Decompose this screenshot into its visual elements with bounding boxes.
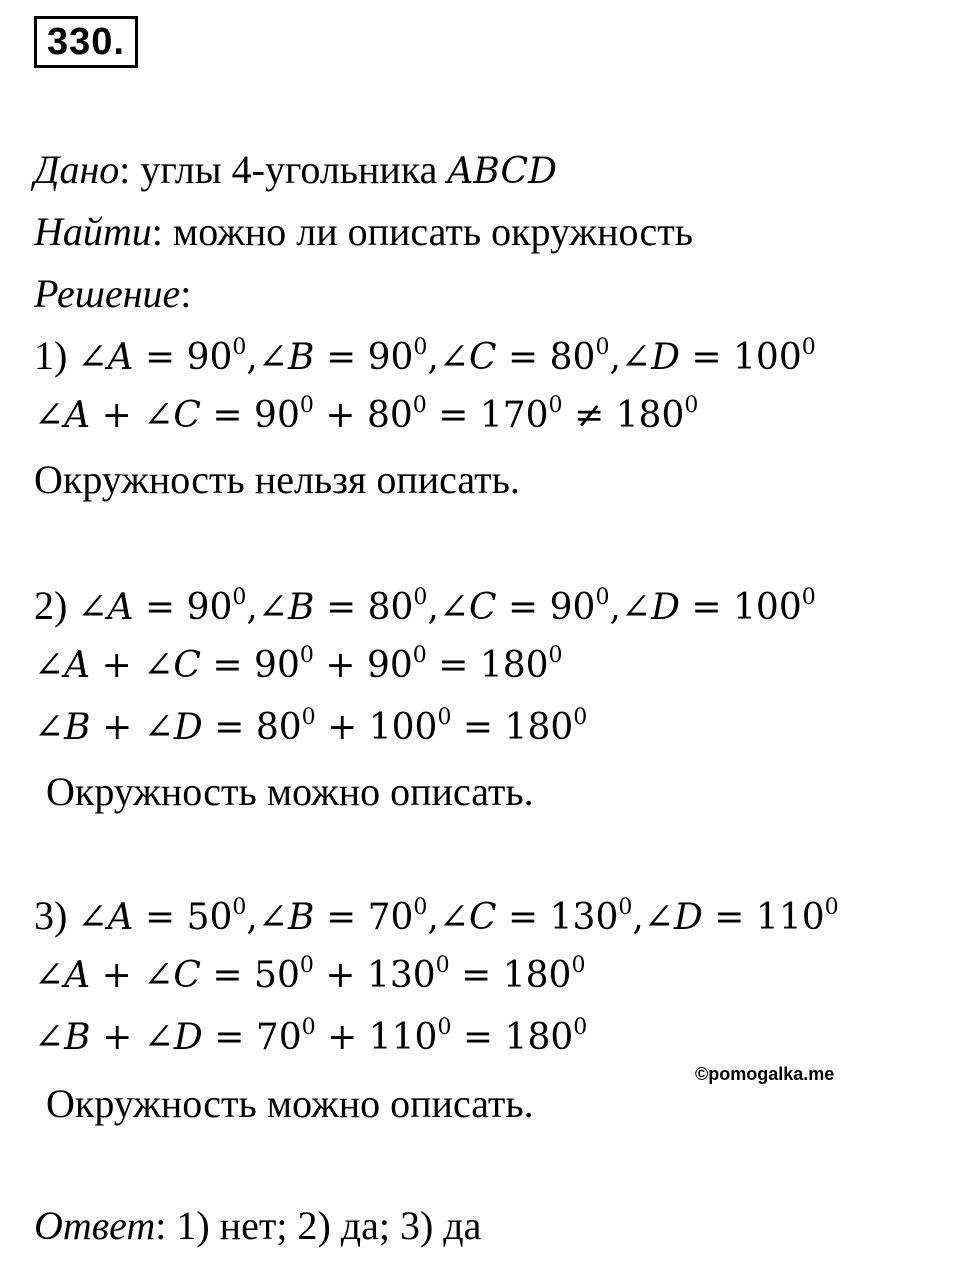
case2-prefix: 2) (34, 583, 78, 628)
find-text: : можно ли описать окружность (151, 209, 694, 254)
watermark: ©pomogalka.me (695, 1064, 835, 1084)
answer-label: Ответ (34, 1203, 156, 1248)
case2-conclusion: Окружность можно описать. (46, 769, 534, 814)
case1-angles (34, 333, 816, 378)
case3-sum2 (34, 1015, 588, 1058)
case2-angles-text: ∠A = $90^0,\angle B$ = $80^0,\angle C$ = $90^0,\angle D = 100^0$ (77, 585, 816, 628)
solution-label: Решение (34, 271, 181, 316)
case3-sum2-text: ∠B + ∠D = $70^0 + 110^0 = 180^0$ (34, 1015, 588, 1058)
case3-sum1-text: ∠A + ∠C = $50^0 + 130^0 = 180^0$ (34, 953, 586, 996)
case3-sum1 (34, 953, 586, 996)
answer-text: : 1) нет; 2) да; 3) да (155, 1203, 482, 1248)
given-text: : углы 4-угольника (119, 147, 448, 192)
case2-sum1 (34, 643, 563, 686)
problem-number: 330. (34, 16, 138, 68)
find-line (34, 209, 694, 254)
given-line (34, 147, 557, 192)
answer-line (34, 1203, 482, 1248)
case1-angles-text: ∠A = $90^0,\angle B$ = $90^0,\angle C$ = $80^0,\angle D = 100^0$ (77, 335, 816, 378)
case2-angles (34, 583, 816, 628)
case1-sum1-text: ∠A + ∠C = $90^0 + 80^0 = 170^0 \ne 180^0$ (34, 393, 699, 436)
case3-angles (34, 893, 839, 938)
given-figure: ABCD (447, 151, 557, 192)
case1-sum1 (34, 393, 699, 436)
case1-prefix: 1) (34, 333, 78, 378)
case1-conclusion: Окружность нельзя описать. (34, 457, 520, 502)
case2-sum1-text: ∠A + ∠C = $90^0 + 90^0 = 180^0$ (34, 643, 563, 686)
given-label: Дано (34, 147, 120, 192)
case2-sum2-text: ∠B + ∠D = $80^0 + 100^0 = 180^0$ (34, 705, 588, 748)
case3-conclusion: Окружность можно описать. (46, 1081, 534, 1126)
case3-prefix: 3) (34, 893, 78, 938)
case2-sum2 (34, 705, 588, 748)
case3-angles-text: ∠A = $50^0,\angle B$ = $70^0,\angle C$ = $130^0,\angle D = 110^0$ (77, 895, 839, 938)
solution-line (34, 271, 192, 316)
solution-colon: : (180, 271, 192, 316)
find-label: Найти (34, 209, 152, 254)
